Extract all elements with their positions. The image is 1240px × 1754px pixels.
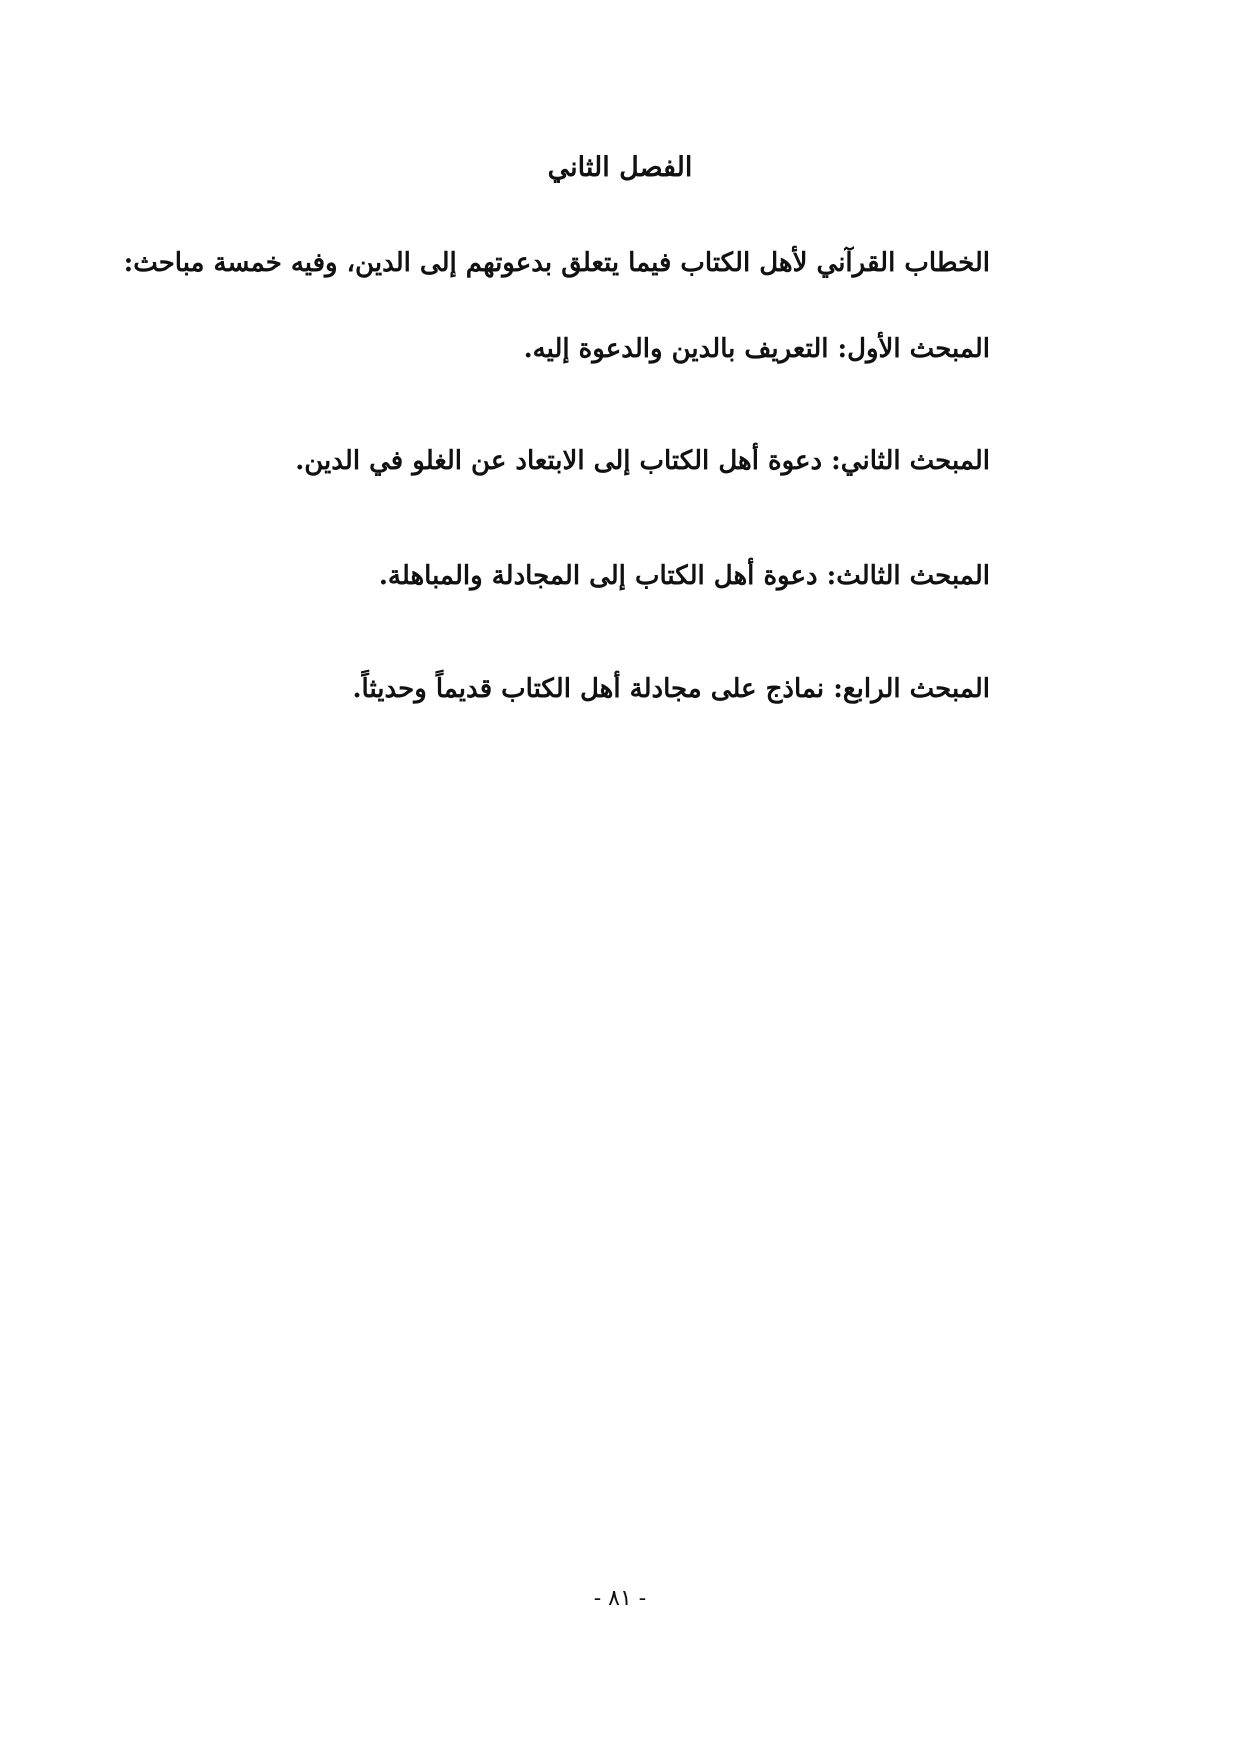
section-item-4: المبحث الرابع: نماذج على مجادلة أهل الكتاب قديماً وحديثاً.: [352, 674, 990, 704]
section-item-3: المبحث الثالث: دعوة أهل الكتاب إلى المجادلة والمباهلة.: [378, 561, 990, 591]
section-item-2: المبحث الثاني: دعوة أهل الكتاب إلى الابتعاد عن الغلو في الدين.: [295, 446, 990, 476]
page-number: - ٨١ -: [593, 1586, 647, 1611]
chapter-title: الفصل الثاني: [547, 152, 693, 183]
chapter-intro: الخطاب القرآني لأهل الكتاب فيما يتعلق بدعوتهم إلى الدين، وفيه خمسة مباحث:: [123, 248, 990, 278]
section-item-1: المبحث الأول: التعريف بالدين والدعوة إليه.: [523, 334, 990, 364]
